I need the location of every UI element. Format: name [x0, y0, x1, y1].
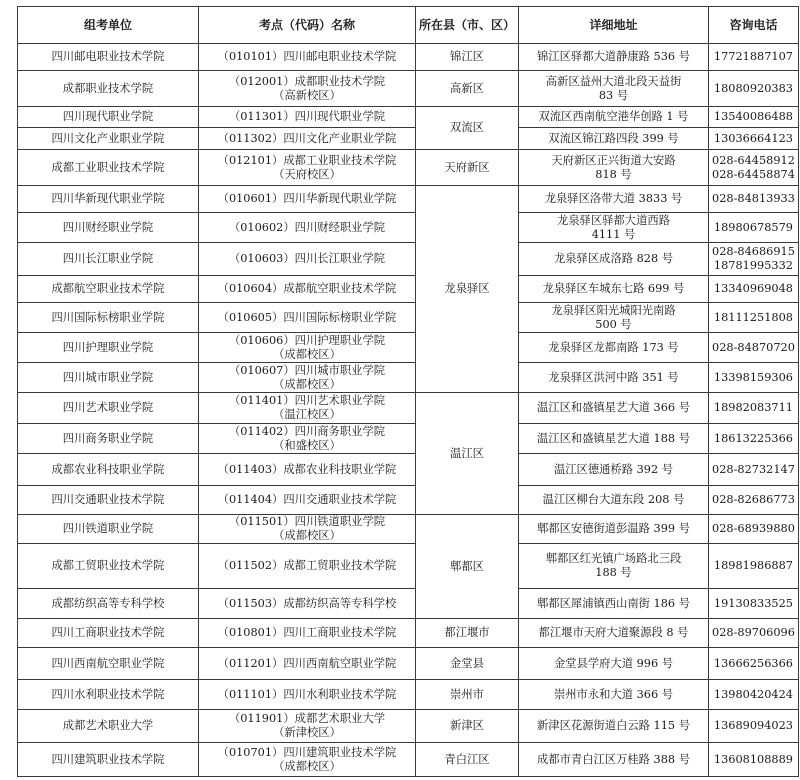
header-address: 详细地址 — [519, 7, 709, 44]
phone-cell-line: 18613225366 — [713, 431, 793, 445]
exam-site-cell — [199, 486, 416, 515]
phone-cell — [709, 424, 799, 454]
address-cell-line: 双流区锦江路四段 399 号 — [548, 131, 679, 145]
exam-site-cell-line: （成都校区） — [273, 377, 341, 391]
phone-cell-line: 028-82686773 — [712, 493, 795, 506]
organizer-cell: 四川商务职业学院 — [18, 424, 199, 454]
organizer-cell: 成都工业职业技术学院 — [18, 150, 199, 186]
phone-cell — [709, 276, 799, 303]
exam-site-cell — [199, 71, 416, 107]
address-cell-line: 818 号 — [595, 167, 632, 181]
exam-site-cell-line: （和盛校区） — [273, 438, 341, 452]
address-cell-line: 温江区和盛镇星艺大道 366 号 — [537, 401, 691, 414]
exam-site-cell — [199, 333, 416, 363]
county-cell: 龙泉驿区 — [416, 186, 519, 393]
exam-site-cell-line: （010603）四川长江职业学院 — [228, 252, 386, 265]
exam-site-cell-line: （011301）四川现代职业学院 — [228, 110, 386, 123]
table-row — [18, 107, 799, 128]
exam-site-cell-line: （010101）四川邮电职业技术学院 — [217, 50, 397, 63]
exam-site-cell-line: （成都校区） — [273, 347, 341, 361]
address-cell — [519, 71, 709, 107]
phone-cell — [709, 454, 799, 486]
address-cell-line: 龙泉驿区成洛路 828 号 — [553, 252, 674, 265]
exam-site-table — [17, 6, 799, 777]
address-cell — [519, 710, 709, 743]
organizer-cell: 成都工贸职业技术学院 — [18, 544, 199, 589]
exam-site-cell — [199, 680, 416, 710]
exam-site-cell-line: （010602）四川财经职业学院 — [228, 220, 386, 234]
table-row — [18, 710, 799, 743]
exam-site-cell-line: （010701）四川建筑职业技术学院 — [217, 745, 397, 759]
phone-cell — [709, 44, 799, 71]
organizer-cell: 四川西南航空职业学院 — [18, 648, 199, 680]
exam-site-cell-line: （010604）成都航空职业技术学院 — [217, 282, 397, 295]
exam-site-cell — [199, 648, 416, 680]
phone-cell-line: 13980420424 — [713, 687, 793, 701]
phone-cell — [709, 486, 799, 515]
address-cell — [519, 107, 709, 128]
exam-site-cell — [199, 589, 416, 619]
address-cell-line: 龙泉驿区洪河中路 351 号 — [548, 370, 679, 384]
table-row — [18, 186, 799, 213]
exam-site-cell-line: （高新校区） — [273, 88, 341, 102]
address-cell-line: 高新区益州大道北段天益街 — [545, 74, 682, 88]
exam-site-cell-line: （011503）成都纺织高等专科学校 — [217, 596, 397, 610]
exam-site-cell — [199, 150, 416, 186]
address-cell-line: 郫都区红光镇广场路北三段 — [545, 552, 682, 565]
table-row — [18, 243, 799, 276]
phone-cell-line: 028-82732147 — [712, 462, 795, 476]
phone-cell-line: 18080920383 — [713, 81, 793, 95]
exam-site-cell — [199, 243, 416, 276]
phone-cell-line: 17721887107 — [713, 50, 793, 63]
exam-site-cell-line: （011404）四川交通职业技术学院 — [217, 493, 397, 506]
exam-site-cell-line: （010601）四川华新现代职业学院 — [217, 192, 397, 205]
phone-cell-line: 18981986887 — [713, 559, 793, 572]
phone-cell-line: 028-84870720 — [712, 340, 795, 354]
header-phone: 咨询电话 — [709, 7, 799, 44]
address-cell — [519, 544, 709, 589]
address-cell-line: 温江区德通桥路 392 号 — [553, 462, 674, 476]
address-cell — [519, 454, 709, 486]
exam-site-cell-line: （011302）四川文化产业职业学院 — [217, 131, 397, 145]
organizer-cell: 四川交通职业技术学院 — [18, 486, 199, 515]
table-row — [18, 454, 799, 486]
phone-cell-line: 028-89706096 — [712, 626, 795, 639]
address-cell — [519, 213, 709, 243]
exam-site-cell-line: （012101）成都工业职业技术学院 — [217, 153, 397, 167]
address-cell — [519, 276, 709, 303]
phone-cell-line: 028-68939880 — [712, 522, 795, 535]
address-cell — [519, 743, 709, 777]
phone-cell — [709, 680, 799, 710]
exam-site-cell — [199, 424, 416, 454]
exam-site-cell — [199, 303, 416, 333]
address-cell-line: 成都市青白江区万桂路 388 号 — [537, 752, 691, 766]
address-cell-line: 双流区西南航空港华创路 1 号 — [538, 110, 689, 123]
address-cell-line: 崇州市永和大道 366 号 — [553, 687, 674, 701]
address-cell — [519, 333, 709, 363]
organizer-cell: 四川现代职业学院 — [18, 107, 199, 128]
exam-site-cell-line: （011501）四川铁道职业学院 — [228, 515, 386, 528]
phone-cell — [709, 710, 799, 743]
address-cell — [519, 243, 709, 276]
exam-site-cell-line: （011403）成都农业科技职业学院 — [217, 462, 397, 476]
exam-site-cell — [199, 710, 416, 743]
address-cell — [519, 393, 709, 424]
phone-cell — [709, 544, 799, 589]
table-row — [18, 589, 799, 619]
exam-site-cell-line: （010801）四川工商职业技术学院 — [217, 626, 397, 639]
county-cell: 青白江区 — [416, 743, 519, 777]
address-cell-line: 83 号 — [598, 88, 629, 102]
exam-site-cell-line: （温江校区） — [273, 408, 341, 421]
header-exam-site: 考点（代码）名称 — [199, 7, 416, 44]
table-row — [18, 393, 799, 424]
phone-cell — [709, 743, 799, 777]
address-cell — [519, 680, 709, 710]
phone-cell — [709, 150, 799, 186]
organizer-cell: 成都艺术职业大学 — [18, 710, 199, 743]
header-organizer: 组考单位 — [18, 7, 199, 44]
address-cell-line: 龙泉驿区龙都南路 173 号 — [548, 340, 679, 354]
exam-site-cell-line: （011502）成都工贸职业技术学院 — [217, 559, 397, 572]
table-row — [18, 71, 799, 107]
exam-site-cell — [199, 619, 416, 648]
phone-cell-line: 18982083711 — [713, 401, 793, 414]
address-cell-line: 天府新区正兴街道大安路 — [551, 153, 676, 167]
exam-site-cell-line: （011901）成都艺术职业大学 — [228, 712, 386, 725]
address-cell-line: 188 号 — [595, 566, 632, 579]
address-cell-line: 新津区花源街道白云路 115 号 — [537, 719, 691, 732]
address-cell-line: 温江区和盛镇星艺大道 188 号 — [537, 431, 691, 445]
phone-cell-line: 13540086488 — [713, 110, 793, 123]
address-cell — [519, 619, 709, 648]
exam-site-cell — [199, 107, 416, 128]
table-row — [18, 44, 799, 71]
phone-cell-line: 19130833525 — [713, 596, 793, 610]
address-cell — [519, 303, 709, 333]
address-cell-line: 温江区柳台大道东段 208 号 — [542, 493, 685, 506]
address-cell-line: 郫都区犀浦镇西山南街 186 号 — [537, 596, 691, 610]
organizer-cell: 成都农业科技职业学院 — [18, 454, 199, 486]
county-cell: 锦江区 — [416, 44, 519, 71]
address-cell — [519, 589, 709, 619]
county-cell: 都江堰市 — [416, 619, 519, 648]
phone-cell-line: 028-84686915 — [712, 245, 795, 258]
organizer-cell: 四川邮电职业技术学院 — [18, 44, 199, 71]
organizer-cell: 四川水利职业技术学院 — [18, 680, 199, 710]
address-cell-line: 4111 号 — [591, 227, 636, 241]
address-cell — [519, 44, 709, 71]
phone-cell-line: 028-84813933 — [712, 192, 795, 205]
table-row — [18, 276, 799, 303]
address-cell-line: 龙泉驿区驿都大道西路 — [557, 213, 670, 227]
phone-cell — [709, 363, 799, 393]
address-cell-line: 都江堰市天府大道聚源段 8 号 — [538, 626, 689, 639]
organizer-cell: 四川财经职业学院 — [18, 213, 199, 243]
table-row — [18, 544, 799, 589]
table-row — [18, 150, 799, 186]
exam-site-cell-line: （011401）四川艺术职业学院 — [228, 394, 386, 407]
address-cell — [519, 424, 709, 454]
exam-site-cell-line: （011201）四川西南航空职业学院 — [217, 656, 397, 670]
exam-site-cell — [199, 743, 416, 777]
phone-cell — [709, 619, 799, 648]
exam-site-cell-line: （012001）成都职业技术学院 — [228, 74, 386, 88]
table-body — [18, 44, 799, 777]
address-cell — [519, 648, 709, 680]
exam-site-cell-line: （天府校区） — [273, 167, 341, 181]
exam-site-cell — [199, 128, 416, 150]
table-row — [18, 619, 799, 648]
phone-cell-line: 18980678579 — [713, 220, 793, 234]
table-header-row — [18, 7, 799, 44]
exam-site-cell-line: （011101）四川水利职业技术学院 — [217, 687, 397, 701]
exam-site-cell — [199, 276, 416, 303]
organizer-cell: 四川铁道职业学院 — [18, 515, 199, 544]
address-cell — [519, 150, 709, 186]
table-row — [18, 424, 799, 454]
phone-cell — [709, 515, 799, 544]
phone-cell-line: 13666256366 — [713, 656, 793, 670]
phone-cell-line: 13036664123 — [713, 131, 793, 145]
phone-cell — [709, 589, 799, 619]
organizer-cell: 四川艺术职业学院 — [18, 393, 199, 424]
exam-site-cell-line: （011402）四川商务职业学院 — [228, 424, 386, 438]
table-row — [18, 303, 799, 333]
table-row — [18, 363, 799, 393]
exam-site-cell — [199, 213, 416, 243]
county-cell: 崇州市 — [416, 680, 519, 710]
phone-cell — [709, 243, 799, 276]
exam-site-cell-line: （成都校区） — [273, 759, 341, 773]
county-cell: 双流区 — [416, 107, 519, 150]
organizer-cell: 成都职业技术学院 — [18, 71, 199, 107]
table-row — [18, 680, 799, 710]
table-row — [18, 213, 799, 243]
phone-cell-line: 13340969048 — [713, 282, 793, 295]
county-cell: 新津区 — [416, 710, 519, 743]
address-cell — [519, 363, 709, 393]
organizer-cell: 四川工商职业技术学院 — [18, 619, 199, 648]
table-row — [18, 743, 799, 777]
phone-cell-line: 13689094023 — [713, 719, 793, 732]
address-cell — [519, 128, 709, 150]
address-cell-line: 郫都区安德街道彭温路 399 号 — [537, 522, 691, 535]
exam-site-cell — [199, 44, 416, 71]
county-cell: 天府新区 — [416, 150, 519, 186]
organizer-cell: 四川长江职业学院 — [18, 243, 199, 276]
exam-site-cell — [199, 363, 416, 393]
phone-cell — [709, 71, 799, 107]
phone-cell — [709, 648, 799, 680]
phone-cell-line: 18781995332 — [713, 259, 793, 272]
exam-site-cell-line: （成都校区） — [273, 529, 341, 542]
organizer-cell: 四川华新现代职业学院 — [18, 186, 199, 213]
table-row — [18, 128, 799, 150]
phone-cell-line: 18111251808 — [713, 310, 793, 324]
exam-site-cell-line: （010605）四川国际标榜职业学院 — [217, 310, 397, 324]
address-cell-line: 500 号 — [595, 317, 632, 331]
phone-cell — [709, 213, 799, 243]
address-cell — [519, 515, 709, 544]
table-row — [18, 515, 799, 544]
header-county: 所在县（市、区） — [416, 7, 519, 44]
address-cell — [519, 186, 709, 213]
organizer-cell: 四川建筑职业技术学院 — [18, 743, 199, 777]
phone-cell-line: 13398159306 — [713, 370, 793, 384]
exam-site-cell-line: （010606）四川护理职业学院 — [228, 333, 386, 347]
exam-site-cell — [199, 186, 416, 213]
phone-cell-line: 028-64458874 — [712, 167, 795, 181]
phone-cell-line: 028-64458912 — [712, 153, 795, 167]
table-row — [18, 333, 799, 363]
exam-site-cell — [199, 393, 416, 424]
phone-cell-line: 13608108889 — [713, 752, 793, 766]
county-cell: 金堂县 — [416, 648, 519, 680]
organizer-cell: 成都纺织高等专科学校 — [18, 589, 199, 619]
table-row — [18, 648, 799, 680]
address-cell-line: 龙泉驿区洛带大道 3833 号 — [544, 192, 683, 205]
organizer-cell: 四川文化产业职业学院 — [18, 128, 199, 150]
county-cell: 高新区 — [416, 71, 519, 107]
address-cell-line: 金堂县学府大道 996 号 — [553, 656, 674, 670]
table-row — [18, 486, 799, 515]
organizer-cell: 四川城市职业学院 — [18, 363, 199, 393]
phone-cell — [709, 303, 799, 333]
exam-site-cell-line: （新津校区） — [273, 726, 341, 739]
address-cell — [519, 486, 709, 515]
phone-cell — [709, 186, 799, 213]
address-cell-line: 龙泉驿区车城东七路 699 号 — [542, 282, 685, 295]
organizer-cell: 四川护理职业学院 — [18, 333, 199, 363]
exam-site-cell-line: （010607）四川城市职业学院 — [228, 363, 386, 377]
phone-cell — [709, 393, 799, 424]
address-cell-line: 龙泉驿区阳光城阳光南路 — [551, 303, 676, 317]
exam-site-cell — [199, 515, 416, 544]
organizer-cell: 四川国际标榜职业学院 — [18, 303, 199, 333]
exam-site-cell — [199, 454, 416, 486]
phone-cell — [709, 333, 799, 363]
phone-cell — [709, 107, 799, 128]
phone-cell — [709, 128, 799, 150]
county-cell: 温江区 — [416, 393, 519, 515]
exam-site-cell — [199, 544, 416, 589]
address-cell-line: 锦江区驿都大道静康路 536 号 — [537, 50, 691, 63]
organizer-cell: 成都航空职业技术学院 — [18, 276, 199, 303]
county-cell: 郫都区 — [416, 515, 519, 619]
